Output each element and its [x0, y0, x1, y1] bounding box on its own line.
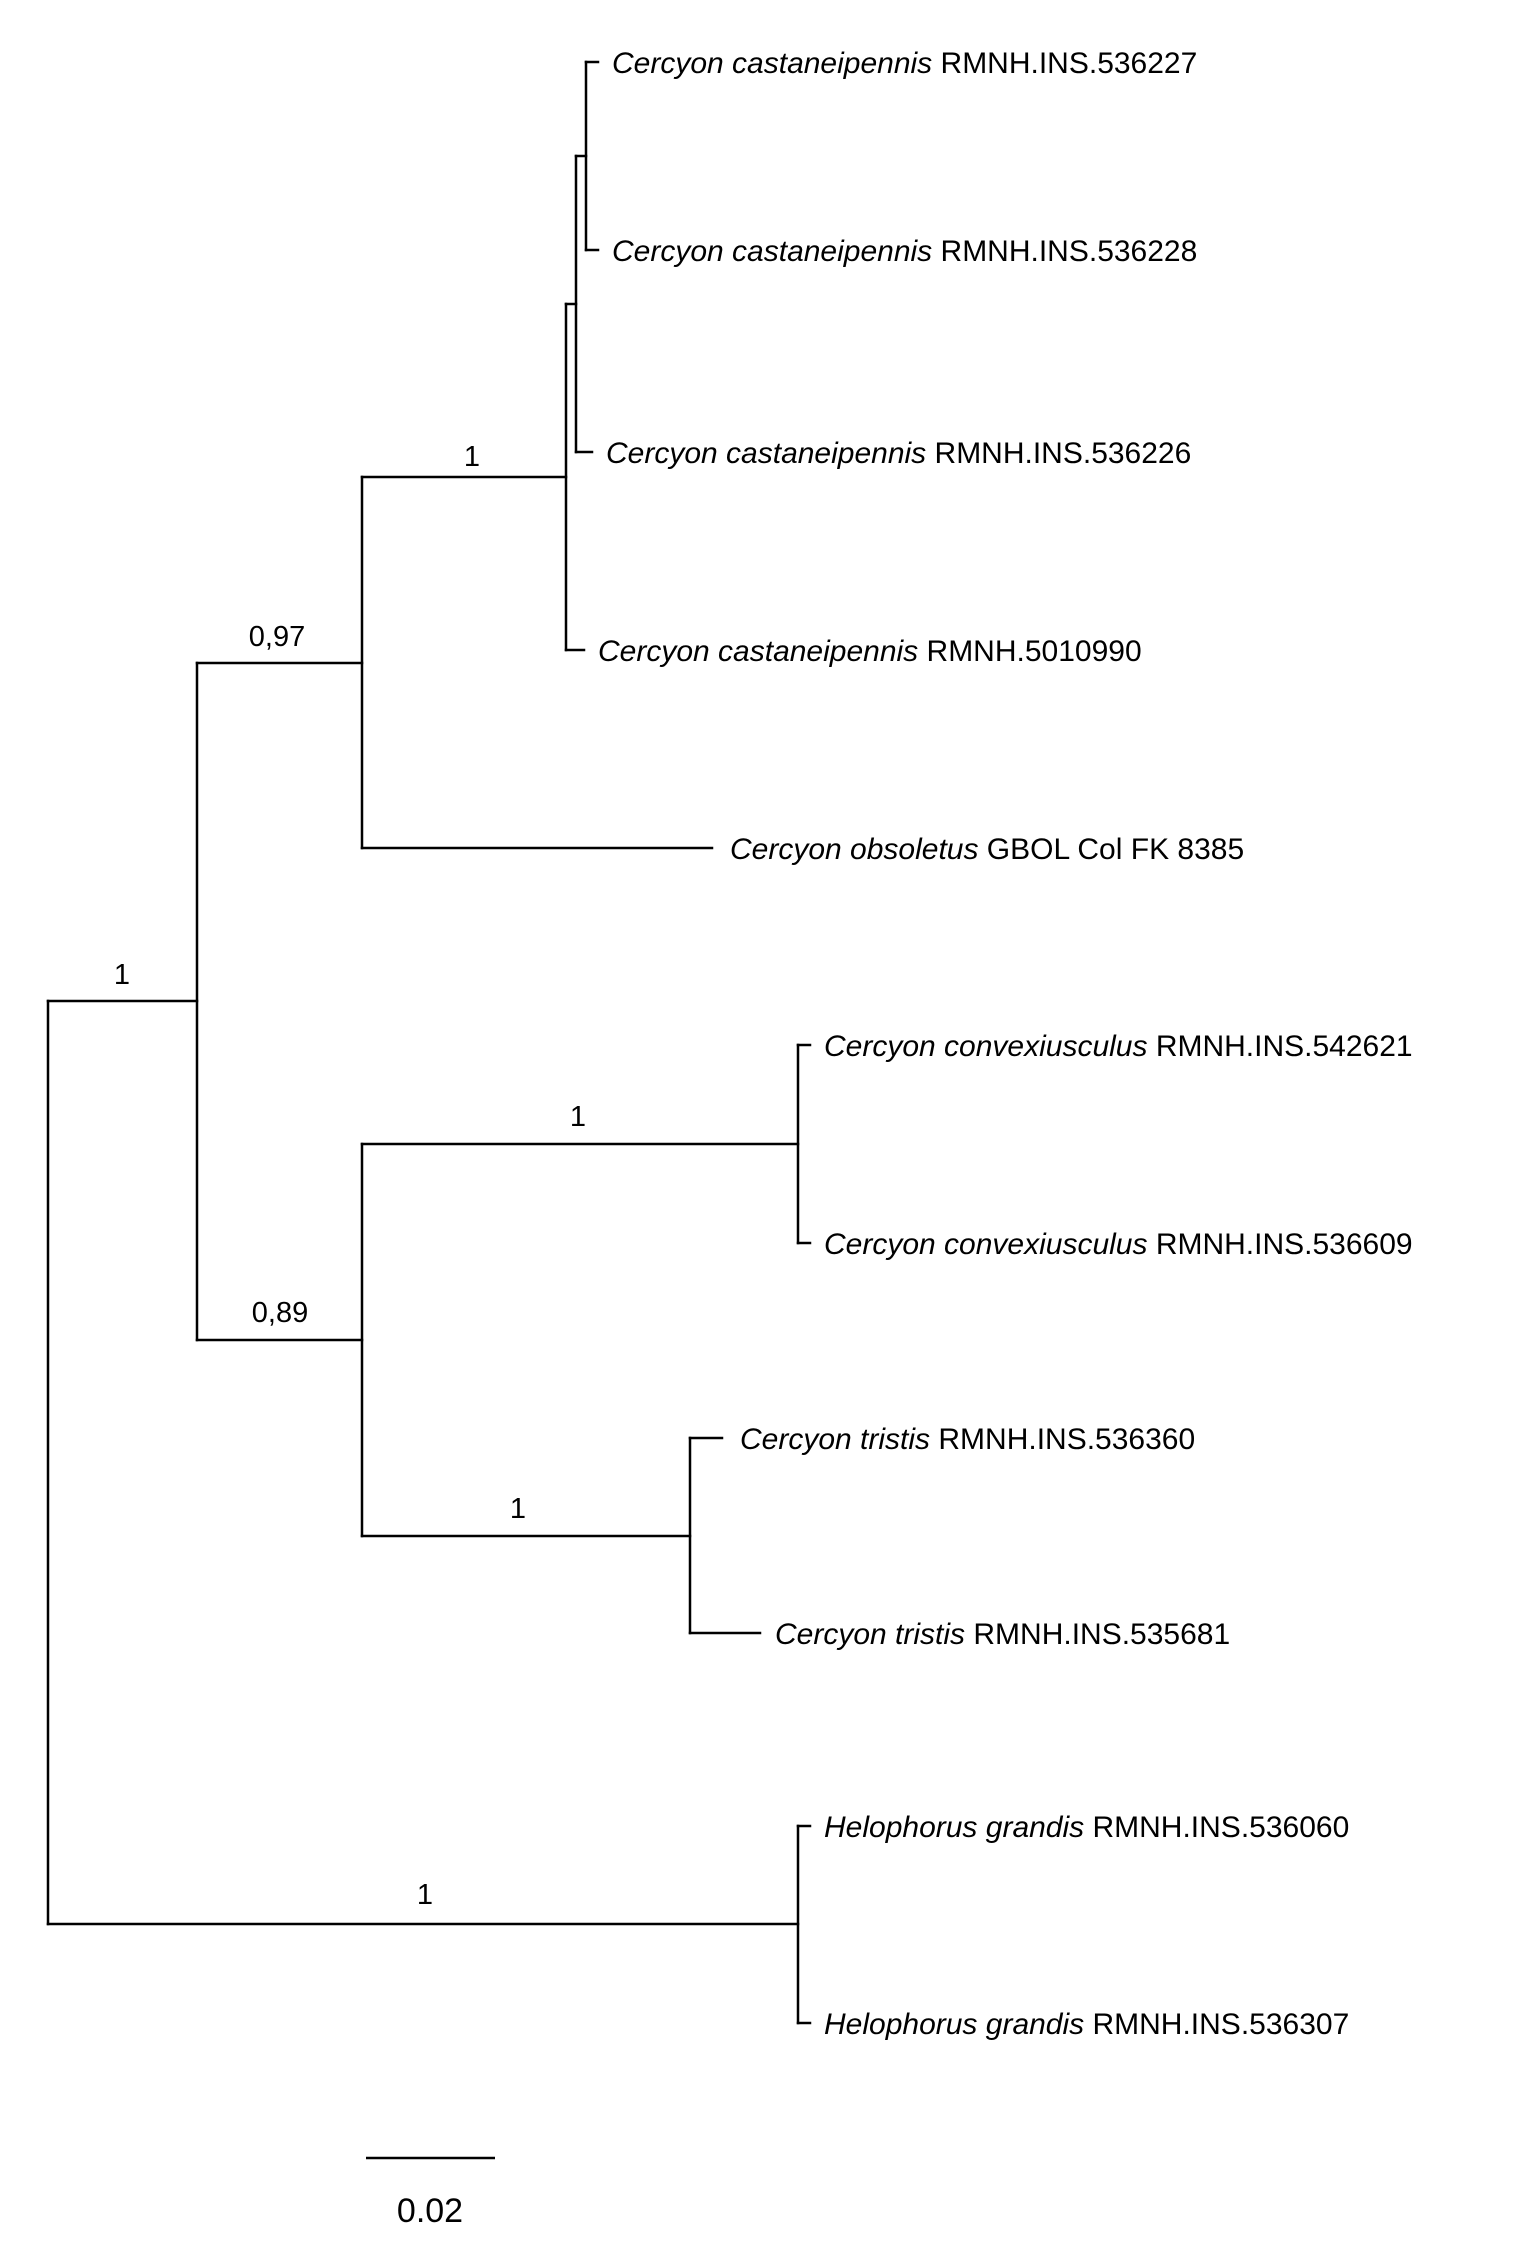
tip-accession: RMNH.INS.536360 [930, 1422, 1196, 1456]
tip-label [612, 235, 1197, 268]
tip-accession: RMNH.INS.536228 [932, 234, 1198, 268]
tip-accession: RMNH.5010990 [918, 634, 1142, 668]
tree-branches [48, 62, 810, 2023]
tip-label [775, 1618, 1230, 1651]
tip-accession: RMNH.INS.535681 [965, 1617, 1231, 1651]
tip-species-name: Cercyon castaneipennis [606, 436, 927, 470]
support-value-convexiusculus-pair: 1 [569, 1101, 587, 1133]
tip-labels [598, 47, 1413, 2041]
tip-species-name: Cercyon tristis [775, 1617, 966, 1651]
scale-bar [366, 2158, 495, 2230]
tip-species-name: Helophorus grandis [824, 2007, 1085, 2041]
support-value-tristis-pair: 1 [509, 1493, 527, 1525]
tip-accession: RMNH.INS.536307 [1084, 2007, 1350, 2041]
tip-label [824, 1228, 1413, 1261]
tip-accession: RMNH.INS.536227 [932, 46, 1198, 80]
tip-accession: GBOL Col FK 8385 [978, 832, 1245, 866]
tip-label [824, 2008, 1349, 2041]
tip-accession: RMNH.INS.542621 [1147, 1029, 1413, 1063]
tip-species-name: Cercyon obsoletus [730, 832, 979, 866]
support-value-convexiusculus-tristis: 0,89 [251, 1297, 309, 1329]
support-value-all-cercyon: 1 [113, 959, 131, 991]
tip-label [612, 47, 1197, 80]
tip-species-name: Cercyon castaneipennis [612, 234, 933, 268]
tip-species-name: Helophorus grandis [824, 1810, 1085, 1844]
tip-accession: RMNH.INS.536609 [1147, 1227, 1413, 1261]
support-values [114, 441, 586, 1911]
tip-label [606, 437, 1191, 470]
support-value-helophorus-pair: 1 [416, 1879, 434, 1911]
tip-label [824, 1811, 1349, 1844]
tip-label [824, 1030, 1413, 1063]
tip-species-name: Cercyon castaneipennis [612, 46, 933, 80]
tip-species-name: Cercyon convexiusculus [824, 1029, 1148, 1063]
support-value-castaneipennis-obsoletus: 0,97 [248, 621, 306, 653]
tip-species-name: Cercyon convexiusculus [824, 1227, 1148, 1261]
tip-accession: RMNH.INS.536060 [1084, 1810, 1350, 1844]
tip-label [598, 635, 1142, 668]
tip-label [730, 833, 1244, 866]
support-value-castaneipennis-4-clade: 1 [463, 441, 481, 473]
tip-species-name: Cercyon castaneipennis [598, 634, 919, 668]
tip-label [740, 1423, 1195, 1456]
tip-accession: RMNH.INS.536226 [926, 436, 1192, 470]
tip-species-name: Cercyon tristis [740, 1422, 931, 1456]
scale-bar-label: 0.02 [396, 2192, 464, 2230]
